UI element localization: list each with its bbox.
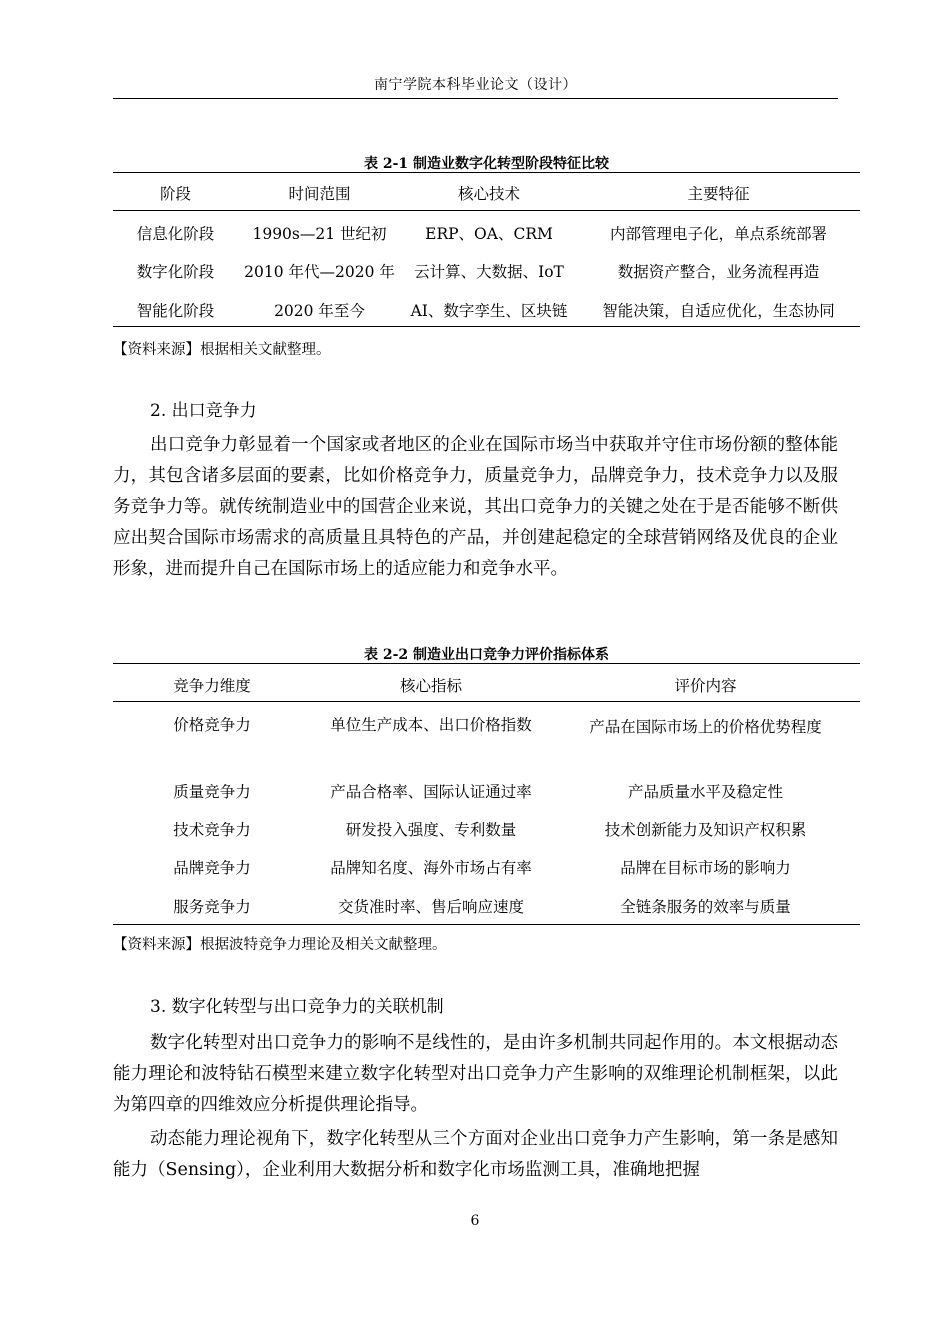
table-row bbox=[113, 288, 860, 327]
table-row bbox=[113, 772, 860, 810]
table2-caption: 表 2-2 制造业出口竞争力评价指标体系 bbox=[363, 647, 610, 663]
table-row bbox=[113, 211, 860, 250]
table-cell: 质量竞争力 bbox=[173, 782, 251, 801]
page-header: 南宁学院本科毕业论文（设计） bbox=[374, 77, 577, 93]
table-cell: AI、数字孪生、区块链 bbox=[410, 301, 568, 320]
table-cell: 2010 年代—2020 年 bbox=[244, 263, 395, 281]
table-cell: ERP、OA、CRM bbox=[425, 225, 553, 243]
table-cell: 数字化阶段 bbox=[136, 263, 215, 281]
body-paragraph: 出口竞争力彰显着一个国家或者地区的企业在国际市场当中获取并守住市场份额的整体能力，其包含诸多层面的要素，比如价格竞争力，质量竞争力，品牌竞争力，技术竞争力以及服务竞争力等。就传统制造业中的国营企业来说，其出口竞争力的关键之处在于是否能够不断供应出契合国际市场需求的高质量且具特色的产品，并创建起稳定的全球营销网络及优良的企业形象，进而提升自己在国际市场上的适应能力和竞争水平。 bbox=[113, 435, 838, 579]
page-number: 6 bbox=[470, 1213, 480, 1229]
table-row bbox=[113, 810, 860, 849]
table-cell: 服务竞争力 bbox=[173, 897, 251, 916]
table2-source: 【资料来源】根据波特竞争力理论及相关文献整理。 bbox=[113, 937, 447, 953]
table-cell: 全链条服务的效率与质量 bbox=[620, 897, 791, 916]
table-cell: 数据资产整合，业务流程再造 bbox=[617, 263, 820, 281]
section-heading: 2. 出口竞争力 bbox=[150, 401, 257, 421]
table-cell: 技术竞争力 bbox=[173, 820, 251, 839]
table-cell: 产品合格率、国际认证通过率 bbox=[330, 782, 532, 801]
table-cell: 智能决策，自适应优化，生态协同 bbox=[602, 301, 835, 320]
table-cell: 研发投入强度、专利数量 bbox=[345, 820, 517, 839]
table-cell: 云计算、大数据、IoT bbox=[414, 263, 564, 281]
table1-caption: 表 2-1 制造业数字化转型阶段特征比较 bbox=[363, 156, 610, 172]
table-row bbox=[113, 249, 860, 288]
section-heading: 3. 数字化转型与出口竞争力的关联机制 bbox=[150, 997, 444, 1017]
table-cell: 内部管理电子化，单点系统部署 bbox=[609, 225, 827, 243]
table-cell: 2020 年至今 bbox=[274, 301, 365, 320]
table2-header: 竞争力维度 bbox=[173, 677, 251, 695]
table-cell: 品牌知名度、海外市场占有率 bbox=[330, 859, 532, 877]
table-cell: 产品质量水平及稳定性 bbox=[627, 782, 783, 801]
header-divider bbox=[113, 98, 838, 99]
table-cell: 产品在国际市场上的价格优势程度 bbox=[589, 718, 822, 736]
table-cell: 信息化阶段 bbox=[136, 225, 215, 243]
table-row bbox=[113, 702, 860, 772]
table1-header: 核心技术 bbox=[457, 185, 520, 203]
table1-header: 主要特征 bbox=[687, 185, 750, 203]
body-paragraph: 动态能力理论视角下，数字化转型从三个方面对企业出口竞争力产生影响，第一条是感知能力（Sensing），企业利用大数据分析和数字化市场监测工具，准确地把握 bbox=[113, 1129, 838, 1180]
table-cell: 技术创新能力及知识产权积累 bbox=[604, 820, 807, 839]
table-row bbox=[113, 887, 860, 925]
table1-source: 【资料来源】根据相关文献整理。 bbox=[113, 342, 331, 358]
body-paragraph: 数字化转型对出口竞争力的影响不是线性的，是由许多机制共同起作用的。本文根据动态能力理论和波特钻石模型来建立数字化转型对出口竞争力产生影响的双维理论机制框架，以此为第四章的四维效应分析提供理论指导。 bbox=[113, 1033, 838, 1115]
table-cell: 单位生产成本、出口价格指数 bbox=[330, 716, 532, 734]
table1-header: 时间范围 bbox=[288, 185, 351, 203]
table2-header: 评价内容 bbox=[674, 677, 737, 695]
table1 bbox=[113, 172, 860, 327]
table-cell: 价格竞争力 bbox=[173, 716, 251, 734]
table-cell: 交货准时率、售后响应速度 bbox=[337, 897, 524, 916]
table-cell: 智能化阶段 bbox=[136, 301, 215, 320]
table-cell: 品牌竞争力 bbox=[173, 859, 251, 877]
table2-header: 核心指标 bbox=[399, 677, 462, 695]
table2 bbox=[113, 663, 860, 925]
table-cell: 1990s—21 世纪初 bbox=[252, 225, 387, 243]
table-cell: 品牌在目标市场的影响力 bbox=[620, 859, 791, 877]
table1-header: 阶段 bbox=[159, 185, 191, 203]
table-row bbox=[113, 848, 860, 887]
